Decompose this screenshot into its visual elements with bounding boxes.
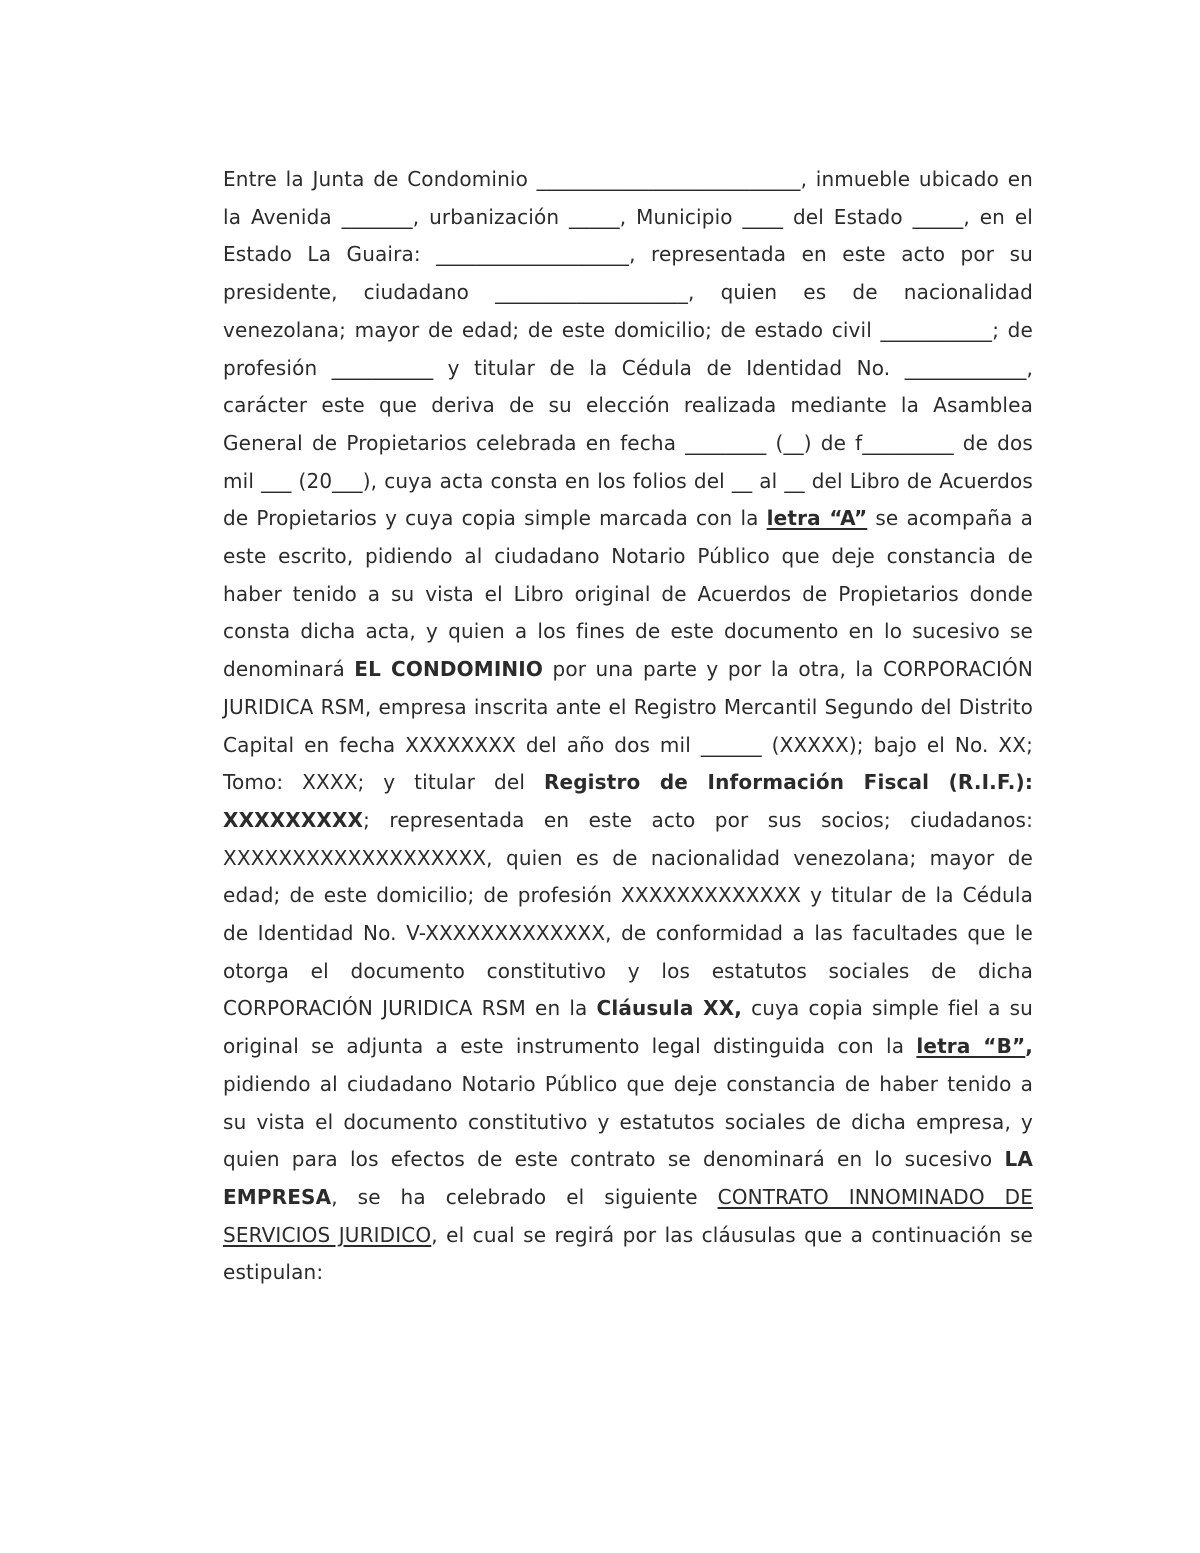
- text-segment-comma: ,: [1025, 1034, 1034, 1059]
- text-segment-closing: , el cual se regirá por las cláusulas que a continuación se estipulan:: [223, 1222, 1033, 1285]
- text-segment: por una parte y por la otra, la CORPORACIÓN JURIDICA RSM, empresa inscrita ante el Registro Mercantil Segundo del Distrito Capital en fecha XXXXXXXX del año dos mil ______ (XXXXX); bajo el No. XX; Tomo: XXXX; y titular del: [223, 657, 1033, 795]
- text-segment: ; representada en este acto por sus socios; ciudadanos: XXXXXXXXXXXXXXXXXXX, quien es de nacionalidad venezolana; mayor de edad; de este domicilio; de profesión XXXXXXXXXXXXX y titular de la Cédula de Identidad No. V-XXXXXXXXXXXXX, de conformidad a las facultades que le otorga el documento constitutivo y los estatutos sociales de dicha CORPORACIÓN JURIDICA RSM en la: [223, 807, 1033, 1021]
- text-segment-rif: Registro de Información Fiscal (R.I.F.): XXXXXXXXX: [223, 770, 1033, 832]
- text-segment-el-condominio: EL CONDOMINIO: [354, 657, 544, 682]
- text-segment: , se ha celebrado el siguiente: [331, 1184, 718, 1209]
- document-body: [223, 161, 1033, 1292]
- text-segment-clausula: Cláusula XX,: [596, 996, 743, 1021]
- text-segment-letra-a: letra “A”: [766, 506, 868, 531]
- contract-paragraph: [223, 161, 1033, 1292]
- text-segment-intro: Entre la Junta de Condominio __________________________, inmueble ubicado en la Avenida _______, urbanización _____, Municipio ____ del Estado _____, en el Estado La Guaira: ___________________, representada en este acto por su presidente, ciudadano ___________________, quien es de nacionalidad venezolana; mayor de edad; de este domicilio; de estado civil ___________; de profesión __________ y titular de la Cédula de Identidad No. ____________, carácter este que deriva de su elección realizada mediante la Asamblea General de Propietarios celebrada en fecha ________ (__) de f_________ de dos mil ___ (20___), cuya acta consta en los folios del __ al __ del Libro de Acuerdos de Propietarios y cuya copia simple marcada con la: [223, 167, 1033, 531]
- text-segment-la-empresa: LA EMPRESA: [223, 1147, 1033, 1209]
- text-segment-letra-b: letra “B”: [916, 1034, 1026, 1059]
- text-segment: pidiendo al ciudadano Notario Público que deje constancia de haber tenido a su vista el documento constitutivo y estatutos sociales de dicha empresa, y quien para los efectos de este contrato se denominará en lo sucesivo: [223, 1071, 1033, 1172]
- text-segment: se acompaña a este escrito, pidiendo al ciudadano Notario Público que deje constancia de haber tenido a su vista el Libro original de Acuerdos de Propietarios donde consta dicha acta, y quien a los fines de este documento en lo sucesivo se denominará: [223, 506, 1033, 682]
- text-segment: cuya copia simple fiel a su original se adjunta a este instrumento legal distinguida con la: [223, 996, 1033, 1059]
- text-segment-contract-title: CONTRATO INNOMINADO DE SERVICIOS JURIDICO: [223, 1184, 1033, 1247]
